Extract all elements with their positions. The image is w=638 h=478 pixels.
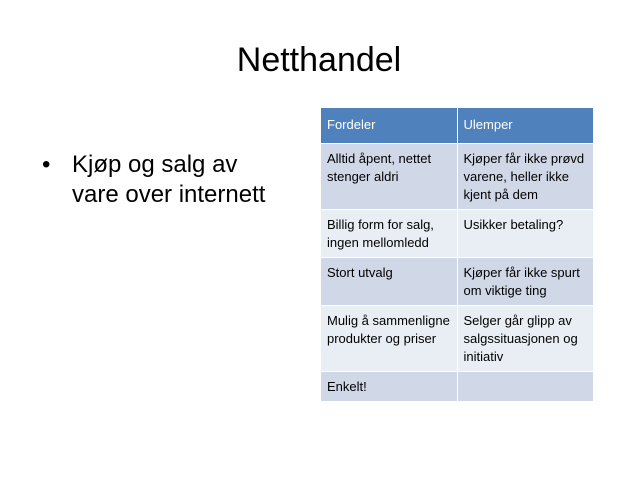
table-cell bbox=[457, 372, 594, 402]
table-row bbox=[321, 372, 594, 402]
bullet-text: Kjøp og salg av vare over internett bbox=[72, 151, 266, 208]
bullet-item bbox=[42, 150, 282, 210]
table-cell: Kjøper får ikke prøvd varene, heller ikke kjent på dem bbox=[457, 144, 594, 210]
table-row bbox=[321, 210, 594, 258]
table-cell: Enkelt! bbox=[321, 372, 458, 402]
table-row bbox=[321, 258, 594, 306]
table-header-row bbox=[321, 108, 594, 144]
table-cell: Alltid åpent, nettet stenger aldri bbox=[321, 144, 458, 210]
pros-cons-table bbox=[320, 107, 594, 402]
table-cell: Usikker betaling? bbox=[457, 210, 594, 258]
table-cell: Mulig å sammenligne produkter og priser bbox=[321, 306, 458, 372]
table-row bbox=[321, 144, 594, 210]
slide-title: Netthandel bbox=[236, 41, 402, 79]
table-cell: Billig form for salg, ingen mellomledd bbox=[321, 210, 458, 258]
table-cell: Selger går glipp av salgssituasjonen og initiativ bbox=[457, 306, 594, 372]
table-cell: Stort utvalg bbox=[321, 258, 458, 306]
bullet-dot-icon: • bbox=[42, 151, 51, 178]
header-pros: Fordeler bbox=[321, 108, 458, 144]
table-row bbox=[321, 306, 594, 372]
table-cell: Kjøper får ikke spurt om viktige ting bbox=[457, 258, 594, 306]
bullet-list bbox=[42, 150, 282, 210]
header-cons: Ulemper bbox=[457, 108, 594, 144]
